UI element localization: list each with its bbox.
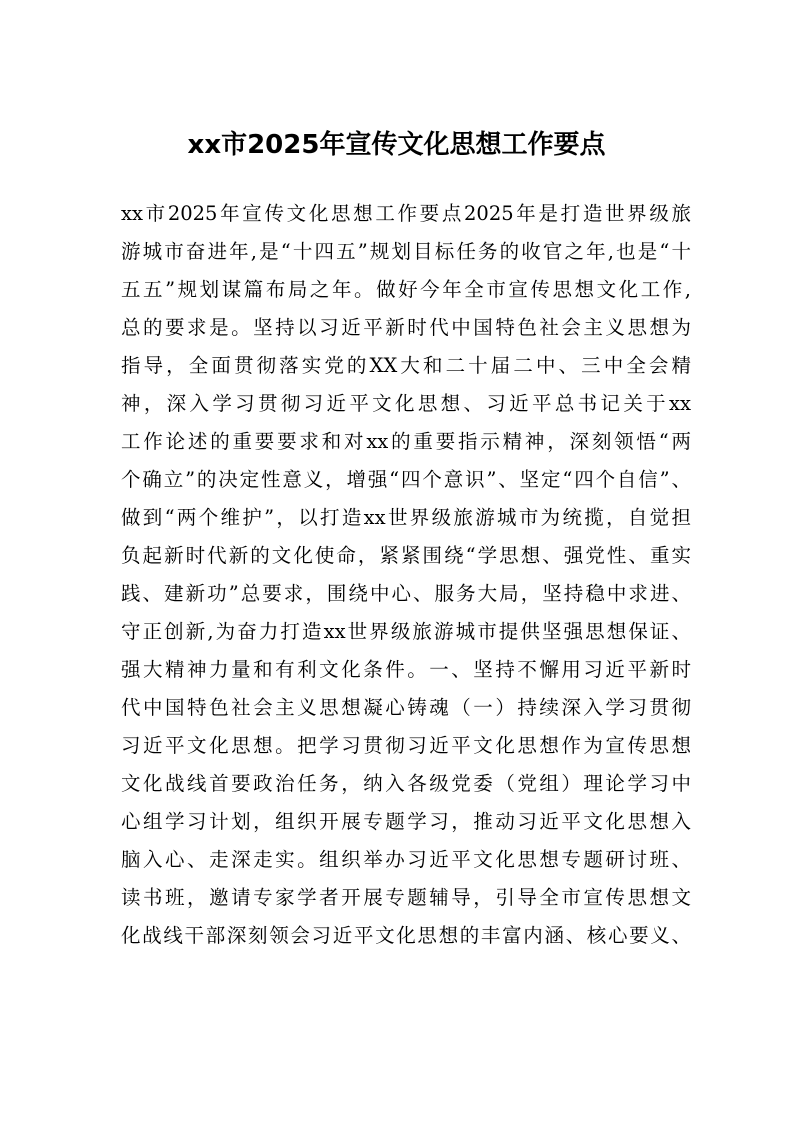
body-line: 做到“两个维护”，以打造xx世界级旅游城市为统揽，自觉担 xyxy=(121,506,691,529)
document-title: xx市2025年宣传文化思想工作要点 xyxy=(187,130,606,160)
body-line: 总的要求是。坚持以习近平新时代中国特色社会主义思想为 xyxy=(121,316,691,339)
body-line: 强大精神力量和有利文化条件。一、坚持不懈用习近平新时 xyxy=(121,658,691,681)
body-line: 指导，全面贯彻落实党的XX大和二十届二中、三中全会精 xyxy=(121,354,691,377)
body-line: 代中国特色社会主义思想凝心铸魂（一）持续深入学习贯彻 xyxy=(121,696,691,719)
body-line: 践、建新功”总要求，围绕中心、服务大局，坚持稳中求进、 xyxy=(121,582,691,605)
body-line: 文化战线首要政治任务，纳入各级党委（党组）理论学习中 xyxy=(121,772,691,795)
body-line: 个确立”的决定性意义，增强“四个意识”、坚定“四个自信”、 xyxy=(121,468,691,491)
body-line: 读书班，邀请专家学者开展专题辅导，引导全市宣传思想文 xyxy=(121,886,691,909)
body-line: 守正创新,为奋力打造xx世界级旅游城市提供坚强思想保证、 xyxy=(121,620,691,643)
body-line: 工作论述的重要要求和对xx的重要指示精神，深刻领悟“两 xyxy=(121,430,691,453)
body-line: 神，深入学习贯彻习近平文化思想、习近平总书记关于xx xyxy=(121,392,691,415)
body-line: 五五”规划谋篇布局之年。做好今年全市宣传思想文化工作, xyxy=(121,278,691,301)
document-body xyxy=(121,195,691,955)
body-line: 习近平文化思想。把学习贯彻习近平文化思想作为宣传思想 xyxy=(121,734,691,757)
body-line: xx市2025年宣传文化思想工作要点2025年是打造世界级旅 xyxy=(121,202,691,225)
body-line: 心组学习计划，组织开展专题学习，推动习近平文化思想入 xyxy=(121,810,691,833)
body-line: 化战线干部深刻领会习近平文化思想的丰富内涵、核心要义、 xyxy=(121,924,691,947)
body-line: 脑入心、走深走实。组织举办习近平文化思想专题研讨班、 xyxy=(121,848,691,871)
body-line: 负起新时代新的文化使命，紧紧围绕“学思想、强党性、重实 xyxy=(121,544,691,567)
body-line: 游城市奋进年,是“十四五”规划目标任务的收官之年,也是“十 xyxy=(121,240,691,263)
